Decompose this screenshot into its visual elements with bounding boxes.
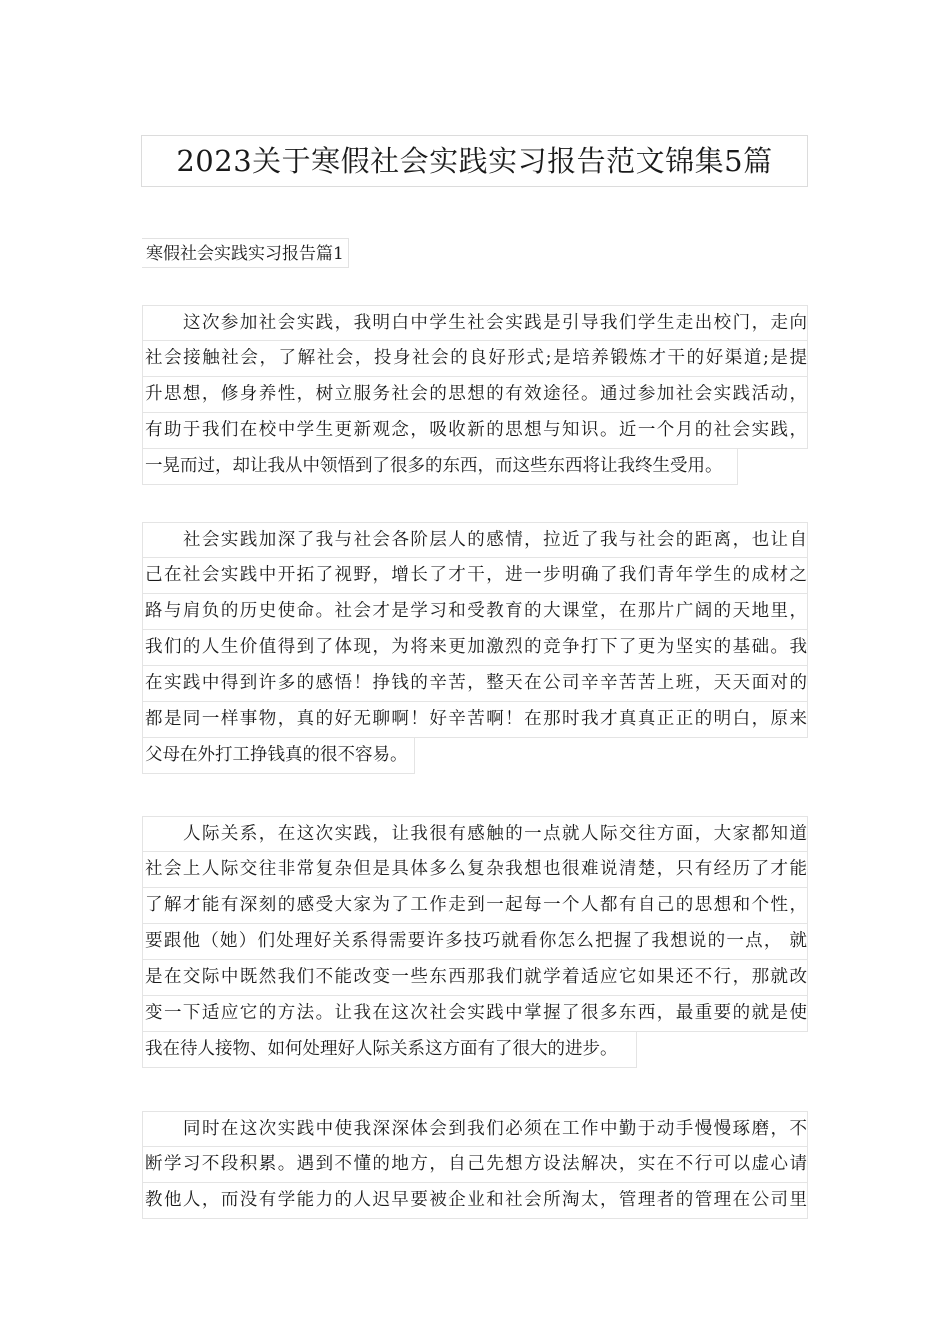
section-heading: 寒假社会实践实习报告篇1 xyxy=(142,238,349,268)
paragraph-line: 有助于我们在校中学生更新观念，吸收新的思想与知识。近一个月的社会实践， xyxy=(142,413,808,449)
paragraph-line: 都是同一样事物，真的好无聊啊！好辛苦啊！在那时我才真真正正的明白，原来 xyxy=(142,702,808,738)
paragraph-line: 一晃而过，却让我从中领悟到了很多的东西，而这些东西将让我终生受用。 xyxy=(142,449,738,485)
paragraph-line: 社会接触社会，了解社会，投身社会的良好形式;是培养锻炼才干的好渠道;是提 xyxy=(142,341,808,377)
paragraph-1 xyxy=(142,305,808,489)
document-title: 2023关于寒假社会实践实习报告范文锦集5篇 xyxy=(141,135,808,187)
paragraph-line: 人际关系，在这次实践，让我很有感触的一点就人际交往方面，大家都知道 xyxy=(142,816,808,852)
paragraph-3 xyxy=(142,816,808,1072)
paragraph-line: 我在待人接物、如何处理好人际关系这方面有了很大的进步。 xyxy=(142,1032,637,1068)
paragraph-line: 是在交际中既然我们不能改变一些东西那我们就学着适应它如果还不行，那就改 xyxy=(142,960,808,996)
paragraph-line: 我们的人生价值得到了体现，为将来更加激烈的竞争打下了更为坚实的基础。我 xyxy=(142,630,808,666)
paragraph-line: 父母在外打工挣钱真的很不容易。 xyxy=(142,738,415,774)
paragraph-line: 同时在这次实践中使我深深体会到我们必须在工作中勤于动手慢慢琢磨，不 xyxy=(142,1111,808,1147)
paragraph-line: 要跟他（她）们处理好关系得需要许多技巧就看你怎么把握了我想说的一点， 就 xyxy=(142,924,808,960)
paragraph-line: 了解才能有深刻的感受大家为了工作走到一起每一个人都有自己的思想和个性， xyxy=(142,888,808,924)
paragraph-line: 这次参加社会实践，我明白中学生社会实践是引导我们学生走出校门，走向 xyxy=(142,305,808,341)
paragraph-line: 社会上人际交往非常复杂但是具体多么复杂我想也很难说清楚，只有经历了才能 xyxy=(142,852,808,888)
paragraph-line: 变一下适应它的方法。让我在这次社会实践中掌握了很多东西，最重要的就是使 xyxy=(142,996,808,1032)
paragraph-line: 社会实践加深了我与社会各阶层人的感情，拉近了我与社会的距离，也让自 xyxy=(142,522,808,558)
paragraph-line: 在实践中得到许多的感悟！挣钱的辛苦，整天在公司辛辛苦苦上班，天天面对的 xyxy=(142,666,808,702)
paragraph-2 xyxy=(142,522,808,778)
paragraph-line: 己在社会实践中开拓了视野，增长了才干，进一步明确了我们青年学生的成材之 xyxy=(142,558,808,594)
paragraph-line: 升思想，修身养性，树立服务社会的思想的有效途径。通过参加社会实践活动， xyxy=(142,377,808,413)
paragraph-4 xyxy=(142,1111,808,1219)
paragraph-line: 教他人，而没有学能力的人迟早要被企业和社会所淘太，管理者的管理在公司里 xyxy=(142,1183,808,1219)
paragraph-line: 断学习不段积累。遇到不懂的地方，自己先想方设法解决，实在不行可以虚心请 xyxy=(142,1147,808,1183)
paragraph-line: 路与肩负的历史使命。社会才是学习和受教育的大课堂，在那片广阔的天地里， xyxy=(142,594,808,630)
